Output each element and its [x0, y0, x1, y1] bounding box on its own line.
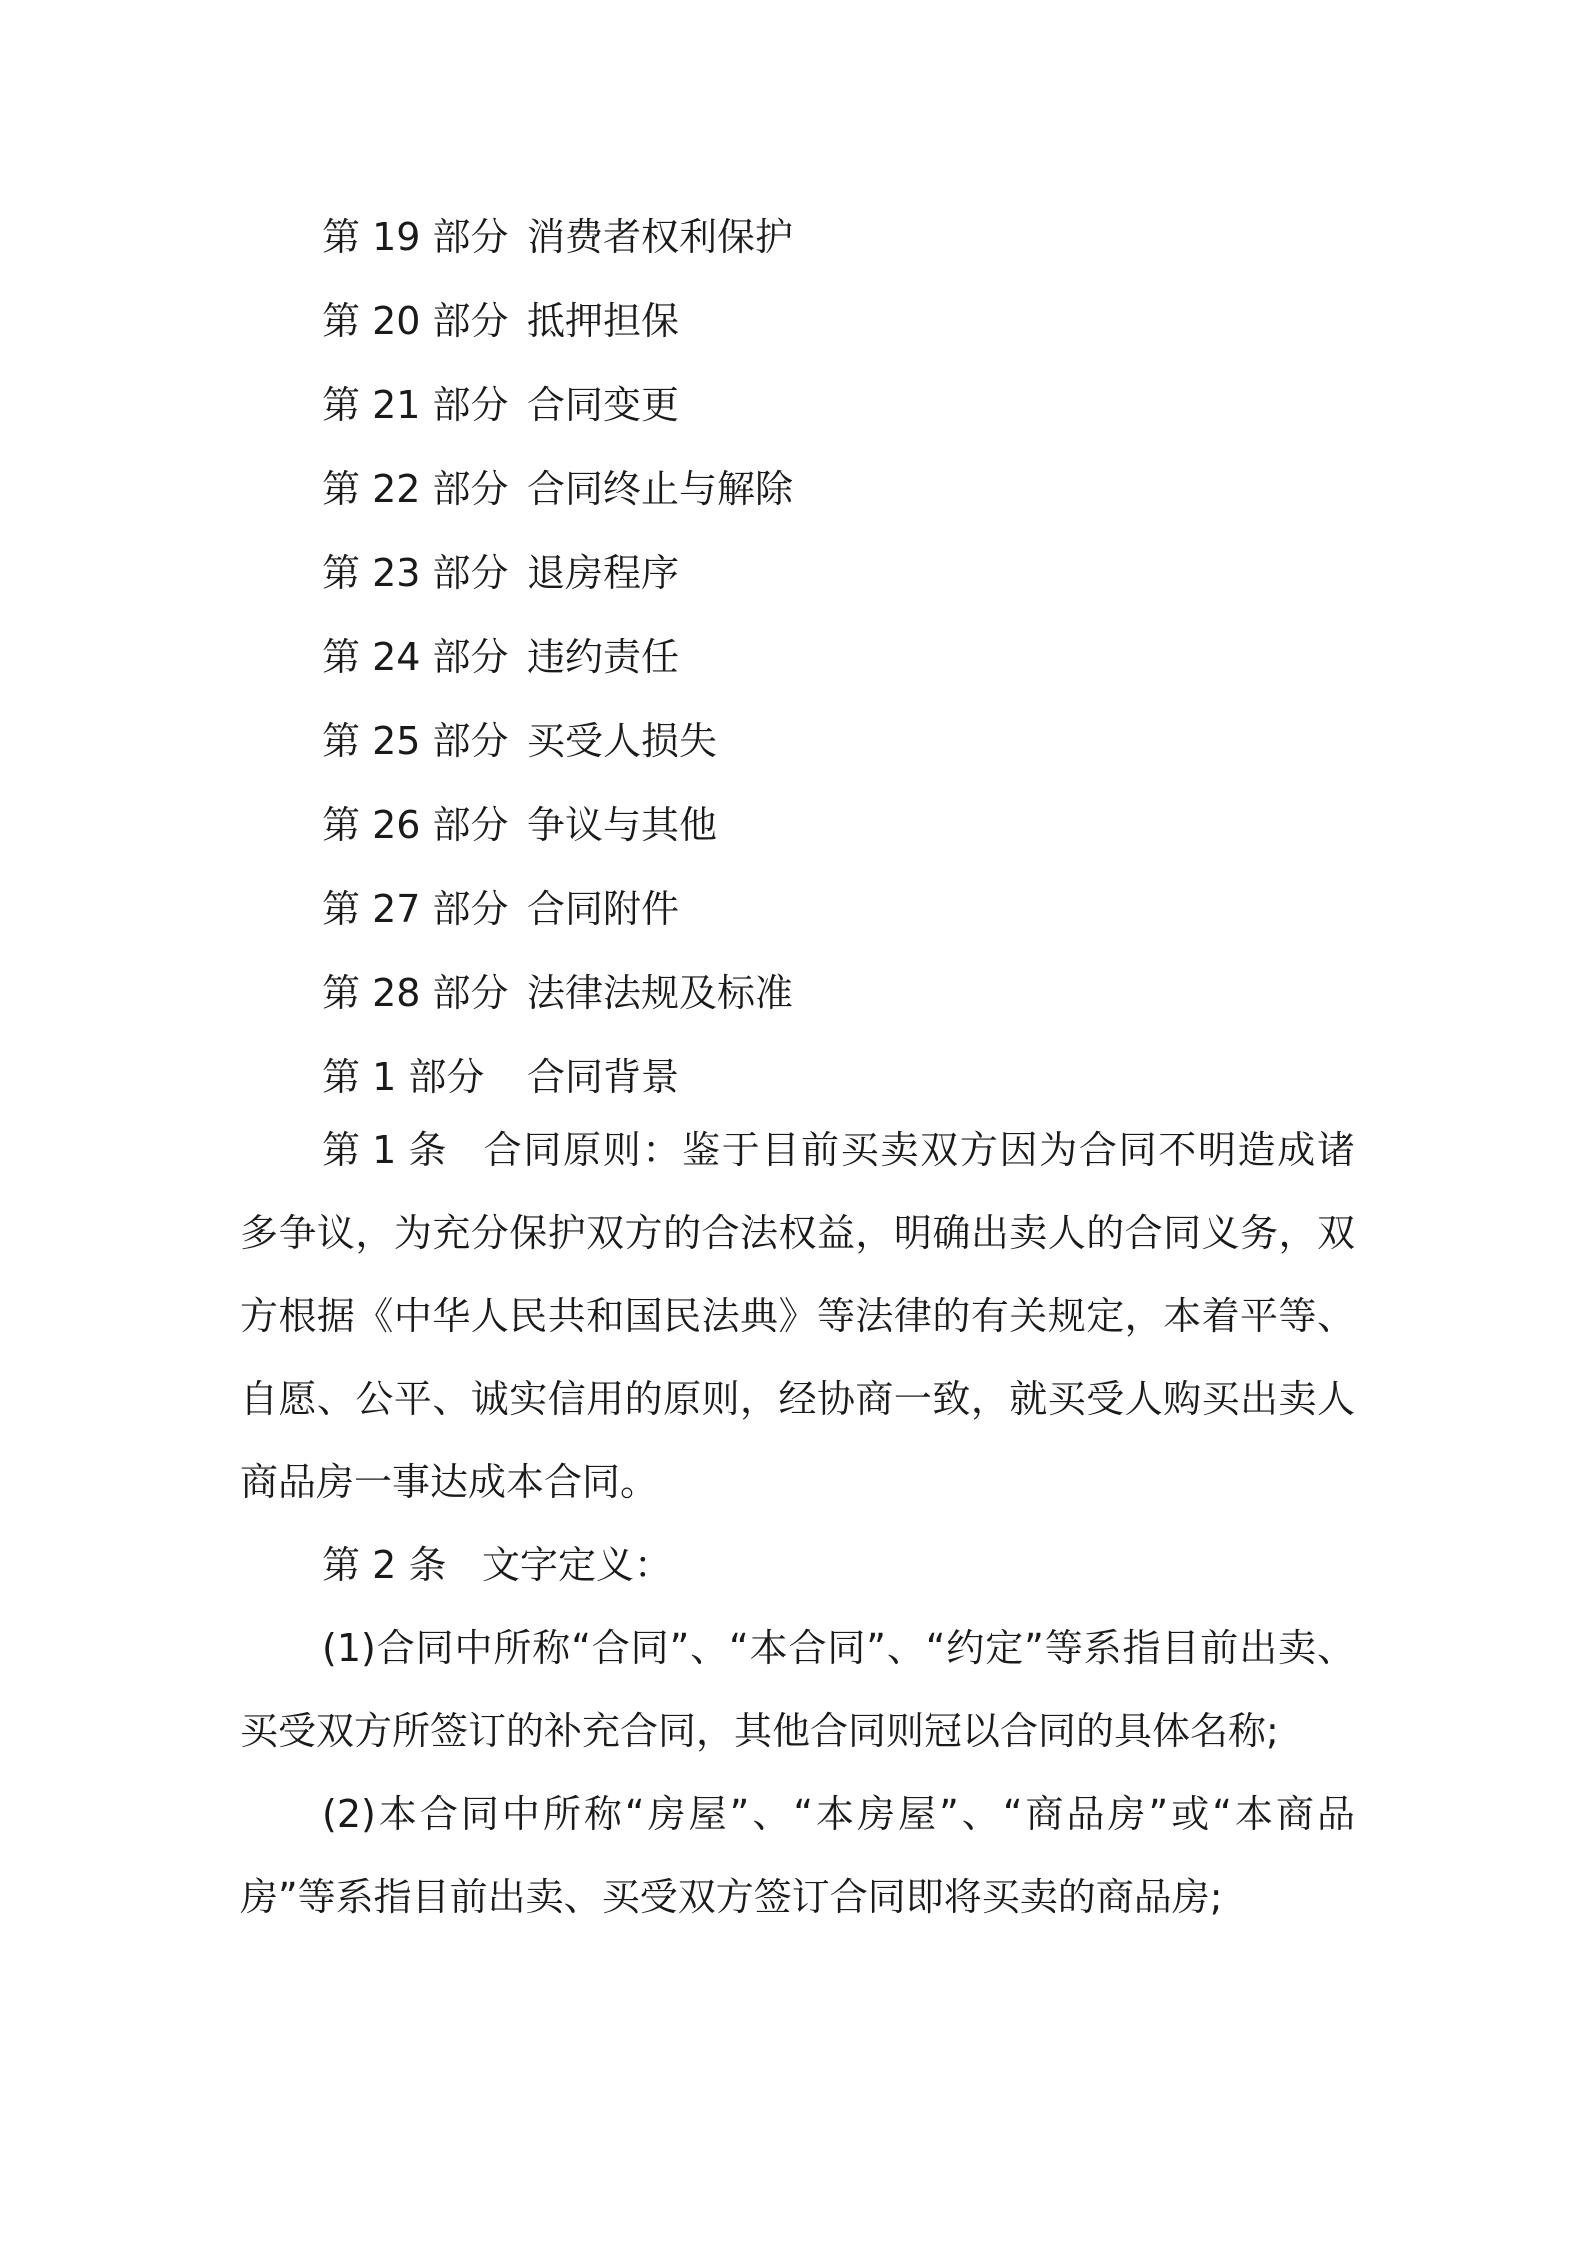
- toc-item-title: 买受人损失: [527, 719, 718, 763]
- toc-item: [322, 195, 1322, 279]
- article-2: [240, 1524, 1355, 1607]
- definition-item: (1)合同中所称“合同”、“本合同”、“约定”等系指目前出卖、买受双方所签订的补充合同，其他合同则冠以合同的具体名称;: [240, 1626, 1355, 1753]
- article-number: 第 1 条: [322, 1128, 447, 1172]
- toc-item-title: 违约责任: [527, 635, 680, 679]
- toc-item-number: 第 20 部分: [322, 299, 509, 343]
- section-heading: [322, 1035, 1322, 1119]
- toc-item-number: 第 24 部分: [322, 635, 509, 679]
- toc-item-title: 合同变更: [527, 383, 680, 427]
- toc-item-title: 消费者权利保护: [527, 215, 794, 259]
- toc-item: [322, 363, 1322, 447]
- toc-item: [322, 447, 1322, 531]
- article-number: 第 2 条: [322, 1543, 447, 1587]
- toc-item-title: 合同终止与解除: [527, 467, 794, 511]
- toc-item-title: 法律法规及标准: [527, 971, 794, 1015]
- toc-item: [322, 783, 1322, 867]
- toc-item-number: 第 22 部分: [322, 467, 509, 511]
- toc-item-title: 退房程序: [527, 551, 680, 595]
- toc-item-number: 第 28 部分: [322, 971, 509, 1015]
- definition-item: (2)本合同中所称“房屋”、“本房屋”、“商品房”或“本商品房”等系指目前出卖、买受双方签订合同即将买卖的商品房;: [240, 1792, 1355, 1919]
- toc-item-number: 第 19 部分: [322, 215, 509, 259]
- toc-item-title: 争议与其他: [527, 803, 718, 847]
- article-text: 文字定义：: [482, 1543, 673, 1587]
- toc-item-number: 第 25 部分: [322, 719, 509, 763]
- toc-item-number: 第 23 部分: [322, 551, 509, 595]
- toc-item-number: 第 21 部分: [322, 383, 509, 427]
- toc-item: [322, 615, 1322, 699]
- toc-item: [322, 867, 1322, 951]
- toc-item: [322, 699, 1322, 783]
- contract-body: [240, 1109, 1355, 1939]
- toc-item: [322, 279, 1322, 363]
- table-of-contents: [322, 195, 1322, 1119]
- toc-item: [322, 531, 1322, 615]
- toc-item-title: 合同附件: [527, 887, 680, 931]
- toc-item-title: 抵押担保: [527, 299, 680, 343]
- toc-item-number: 第 27 部分: [322, 887, 509, 931]
- article-text: 合同原则：鉴于目前买卖双方因为合同不明造成诸多争议，为充分保护双方的合法权益，明确出卖人的合同义务，双方根据《中华人民共和国民法典》等法律的有关规定，本着平等、自愿、公平、诚实信用的原则，经协商一致，就买受人购买出卖人商品房一事达成本合同。: [240, 1128, 1355, 1504]
- toc-item: [322, 951, 1322, 1035]
- section-heading-number: 第 1 部分: [322, 1055, 485, 1099]
- section-heading-title: 合同背景: [527, 1055, 680, 1099]
- article-1: [240, 1109, 1355, 1524]
- toc-item-number: 第 26 部分: [322, 803, 509, 847]
